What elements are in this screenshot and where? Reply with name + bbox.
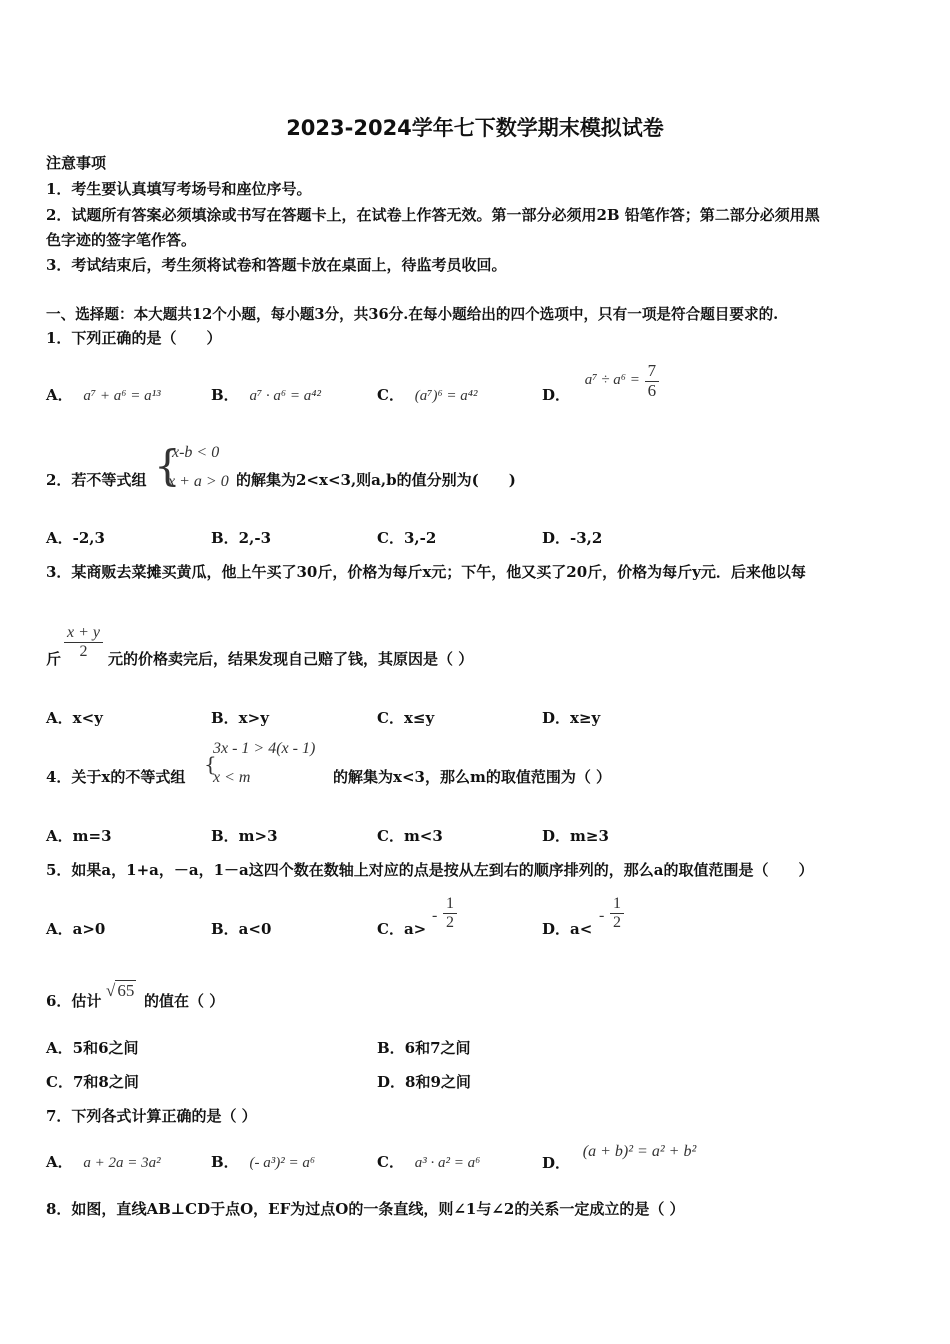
q6-stem-post: 的值在（ ） xyxy=(144,992,225,1010)
q3-stem-line-1: 3．某商贩去菜摊买黄瓜，他上午买了30斤，价格为每斤x元；下午，他又买了20斤，价格为每斤y元．后来他以每 xyxy=(46,563,806,581)
q5-option-c: C．a> xyxy=(377,920,427,938)
q5-stem: 5．如果a，1+a，－a，1－a这四个数在数轴上对应的点是按从左到右的顺序排列的，那么a的取值范围是（ ） xyxy=(46,861,814,879)
page-title: 2023-2024学年七下数学期末模拟试卷 xyxy=(286,116,664,140)
q6-option-b: B．6和7之间 xyxy=(377,1039,471,1057)
q7-option-c xyxy=(377,1151,480,1172)
q7-option-d xyxy=(542,1143,696,1173)
q4-stem-pre: 4．关于x的不等式组 xyxy=(46,768,186,786)
q1-option-d xyxy=(542,362,659,405)
q2-option-b: B．2,-3 xyxy=(211,529,272,547)
q5-option-b: B．a<0 xyxy=(211,920,272,938)
q2-brace: { xyxy=(154,441,181,490)
q3-stem-pre: 斤 xyxy=(46,650,62,668)
q1-option-d-denominator: 6 xyxy=(647,380,657,400)
section-heading: 一、选择题：本大题共12个小题，每小题3分，共36分.在每小题给出的四个选项中，只有一项是符合题目要求的. xyxy=(46,306,779,323)
q7-option-c-label: C． xyxy=(377,1153,404,1171)
q3-stem-post: 元的价格卖完后，结果发现自己赔了钱，其原因是（ ） xyxy=(108,650,474,668)
q3-option-c: C．x≤y xyxy=(377,709,435,727)
q5-option-d-minus: - xyxy=(599,907,605,924)
notice-item-3: 3．考试结束后，考生须将试卷和答题卡放在桌面上，待监考员收回。 xyxy=(46,256,507,274)
q5-option-d-fraction xyxy=(610,895,624,931)
q5-option-a: A．a>0 xyxy=(46,920,106,938)
q1-stem: 1．下列正确的是（ ） xyxy=(46,329,222,347)
q7-option-b-label: B． xyxy=(211,1153,239,1171)
q7-stem: 7．下列各式计算正确的是（ ） xyxy=(46,1107,257,1125)
q2-stem-pre: 2．若不等式组 xyxy=(46,471,147,489)
q4-option-d: D．m≥3 xyxy=(542,827,609,845)
q1-option-b-label: B． xyxy=(211,386,239,404)
notice-item-2-cont: 色字迹的签字笔作答。 xyxy=(46,231,197,249)
q7-option-a-math: a + 2a = 3a² xyxy=(83,1155,161,1171)
q1-option-a xyxy=(46,384,161,405)
q3-fraction xyxy=(64,624,103,660)
q7-option-d-label: D． xyxy=(542,1154,571,1172)
q6-radicand: 65 xyxy=(117,981,135,1000)
notice-item-2: 2．试题所有答案必须填涂或书写在答题卡上，在试卷上作答无效。第一部分必须用2B 铅笔作答；第二部分必须用黑 xyxy=(46,206,820,224)
q4-option-a: A．m=3 xyxy=(46,827,112,845)
q2-option-c: C．3,-2 xyxy=(377,529,437,547)
q1-option-b-math: a⁷ · a⁶ = a⁴² xyxy=(249,388,321,404)
q2-system-line-1: x-b < 0 xyxy=(172,444,220,461)
q1-option-d-label: D． xyxy=(542,386,571,404)
q4-stem-post: 的解集为x<3，那么m的取值范围为（ ） xyxy=(333,768,612,786)
q4-brace: { xyxy=(204,752,217,776)
q6-stem-pre: 6．估计 xyxy=(46,992,102,1010)
q8-stem: 8．如图，直线AB⊥CD于点O，EF为过点O的一条直线，则∠1与∠2的关系一定成立的是（ ） xyxy=(46,1200,685,1218)
q6-option-a: A．5和6之间 xyxy=(46,1039,139,1057)
q1-option-c xyxy=(377,384,478,405)
q4-system-line-1: 3x - 1 > 4(x - 1) xyxy=(213,740,316,757)
q2-option-d: D．-3,2 xyxy=(542,529,603,547)
q5-option-c-numerator: 1 xyxy=(443,895,457,914)
q5-option-d-denominator: 2 xyxy=(613,913,621,931)
q5-option-c-fraction xyxy=(443,895,457,931)
q5-option-c-denominator: 2 xyxy=(446,913,454,931)
q7-option-d-math: (a + b)² = a² + b² xyxy=(582,1143,697,1160)
q7-option-b xyxy=(211,1151,315,1172)
q6-option-d: D．8和9之间 xyxy=(377,1073,471,1091)
q2-stem-post: 的解集为2<x<3,则a,b的值分别为( ) xyxy=(236,471,516,489)
q3-option-a: A．x<y xyxy=(46,709,103,727)
q7-option-b-math: (- a³)² = a⁶ xyxy=(249,1155,316,1171)
q1-option-c-math: (a⁷)⁶ = a⁴² xyxy=(414,388,478,404)
q7-option-a xyxy=(46,1151,161,1172)
q1-option-d-numerator: 7 xyxy=(645,362,660,382)
q6-sqrt: √ 65 xyxy=(106,981,135,1000)
q6-option-c: C．7和8之间 xyxy=(46,1073,139,1091)
q4-system-line-2: x < m xyxy=(213,769,251,786)
q1-option-a-label: A． xyxy=(46,386,73,404)
q5-option-d: D．a< xyxy=(542,920,593,938)
q3-fraction-denominator: 2 xyxy=(79,642,88,660)
q7-option-c-math: a³ · a² = a⁶ xyxy=(414,1155,481,1171)
q3-option-d: D．x≥y xyxy=(542,709,601,727)
q1-option-d-fraction xyxy=(645,362,660,400)
q5-option-c-minus: - xyxy=(432,907,438,924)
q3-fraction-numerator: x + y xyxy=(64,624,103,643)
notice-item-1: 1．考生要认真填写考场号和座位序号。 xyxy=(46,180,312,198)
q3-option-b: B．x>y xyxy=(211,709,269,727)
q1-option-c-label: C． xyxy=(377,386,404,404)
q4-option-b: B．m>3 xyxy=(211,827,278,845)
q1-option-d-math: a⁷ ÷ a⁶ = xyxy=(584,372,640,388)
q4-option-c: C．m<3 xyxy=(377,827,443,845)
q2-option-a: A．-2,3 xyxy=(46,529,105,547)
notice-heading: 注意事项 xyxy=(46,154,107,172)
q1-option-a-math: a⁷ + a⁶ = a¹³ xyxy=(83,388,161,404)
q7-option-a-label: A． xyxy=(46,1153,73,1171)
q5-option-d-numerator: 1 xyxy=(610,895,624,914)
q1-option-b xyxy=(211,384,321,405)
q2-system-line-2: x + a > 0 xyxy=(168,473,229,490)
